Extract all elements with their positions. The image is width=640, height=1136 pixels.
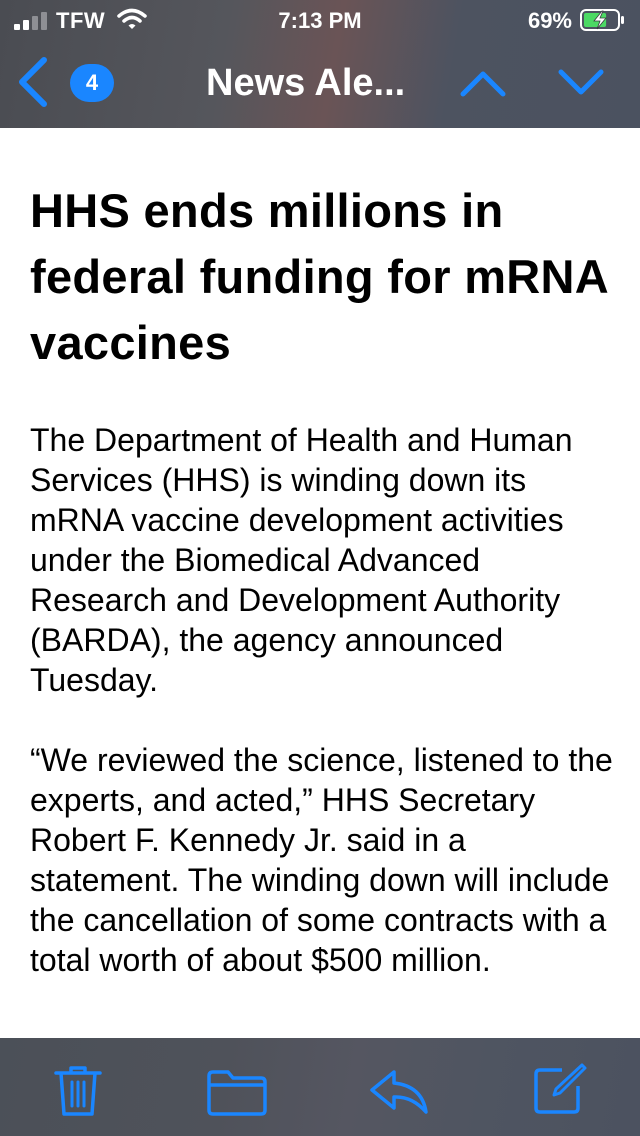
folder-icon[interactable] — [206, 1068, 268, 1116]
unread-count-badge[interactable]: 4 — [70, 64, 114, 102]
reply-icon[interactable] — [368, 1068, 430, 1116]
carrier-name: TFW — [56, 8, 106, 33]
top-bar — [0, 0, 640, 128]
bottom-toolbar — [0, 1038, 640, 1136]
article-headline: HHS ends millions in federal funding for mRNA vaccines — [30, 184, 608, 369]
message-body — [30, 128, 620, 980]
battery-percentage: 69% — [527, 8, 572, 33]
compose-icon[interactable] — [532, 1062, 588, 1116]
back-chevron-icon[interactable] — [14, 56, 54, 108]
mailbox-title: News Ale... — [206, 62, 406, 104]
battery-charging-icon — [580, 9, 626, 31]
status-bar — [0, 0, 640, 40]
article-paragraph: “We reviewed the science, listened to the experts, and acted,” HHS Secretary Robert F. Kennedy Jr. said in a statement. The winding down will include the cancellation of some contracts with a total worth of about $500 million. — [30, 742, 622, 978]
article-paragraph: The Department of Health and Human Services (HHS) is winding down its mRNA vaccine development activities under the Biomedical Advanced Research and Development Authority (BARDA), the agency announced Tuesday. — [30, 422, 582, 698]
navigation-bar — [0, 40, 640, 128]
trash-icon[interactable] — [52, 1064, 104, 1116]
previous-message-chevron-up-icon[interactable] — [458, 66, 508, 100]
next-message-chevron-down-icon[interactable] — [556, 66, 606, 100]
clock: 7:13 PM — [278, 8, 362, 33]
